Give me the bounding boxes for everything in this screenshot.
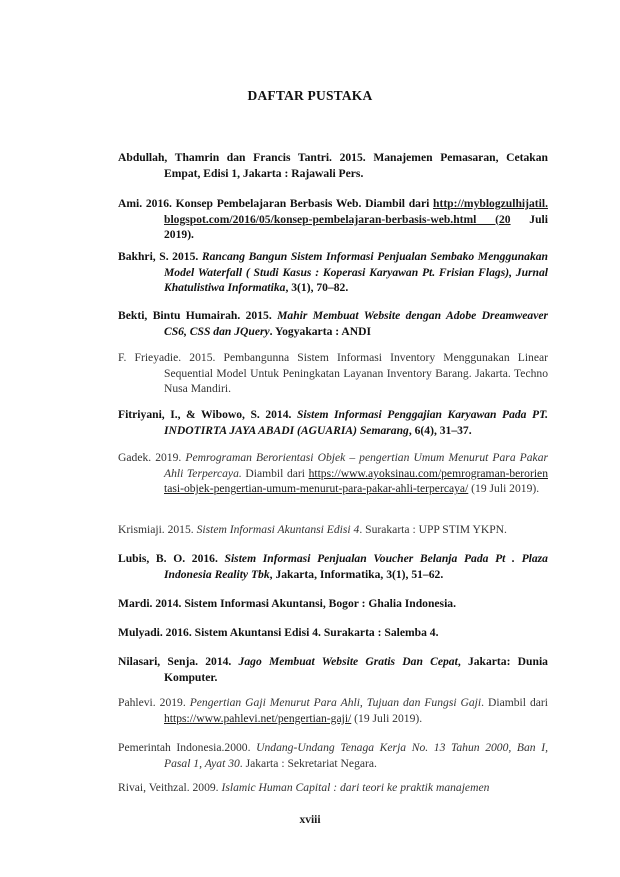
ref-title: Rancang Bangun Sistem Informasi Penjualan Sembako Menggunakan Model Waterfall ( Studi Kasus : Koperasi Karyawan Pt. Frisian Flags), Jurnal Khatulistiwa Informatika bbox=[164, 250, 548, 295]
ref-author-year: Bakhri, S. 2015. bbox=[118, 250, 202, 263]
reference-entry bbox=[118, 249, 548, 296]
reference-entry bbox=[118, 654, 548, 685]
ref-publication: . Jakarta : Sekretariat Negara. bbox=[239, 756, 377, 770]
ref-author-year: Gadek. 2019. bbox=[118, 451, 186, 464]
ref-publication: Diambil dari bbox=[241, 466, 309, 480]
ref-author-year: Fitriyani, I., & Wibowo, S. 2014. bbox=[118, 408, 297, 421]
ref-access-date: Juli 2019). bbox=[164, 212, 548, 242]
reference-entry bbox=[118, 196, 548, 243]
ref-author-year: Abdullah, Thamrin dan Francis Tantri. 2015. bbox=[118, 151, 374, 164]
ref-title: Sistem Informasi Penggajian Karyawan Pada PT. INDOTIRTA JAYA ABADI (AGUARIA) Semarang bbox=[164, 408, 548, 437]
reference-entry bbox=[118, 780, 548, 796]
ref-author-year: Krismiaji. 2015. bbox=[118, 523, 197, 536]
ref-title: Islamic Human Capital : dari teori ke praktik manajemen bbox=[221, 781, 490, 794]
ref-publication: , 6(4), 31–37. bbox=[408, 423, 472, 437]
ref-author-year: Pahlevi. 2019. bbox=[118, 696, 190, 709]
reference-entry bbox=[118, 350, 548, 397]
ref-author-year: Ami. 2016. Konsep Pembelajaran Berbasis Web. Diambil dari bbox=[118, 197, 434, 210]
ref-publication: . Yogyakarta : ANDI bbox=[269, 324, 372, 338]
ref-author-year: Bekti, Bintu Humairah. 2015. bbox=[118, 309, 278, 322]
ref-publication: , 3(1), 70–82. bbox=[285, 281, 349, 295]
ref-title: Pemrograman Berorientasi Objek – pengertian Umum Menurut Para Pakar Ahli Terpercaya. bbox=[164, 451, 549, 480]
ref-author-year: F. Frieyadie. 2015. Pembangunna Sistem Informasi Inventory Menggunakan Linear Sequential Model Untuk Peningkatan Layanan Inventory Barang. Jakarta. Techno Nusa Mandiri. bbox=[118, 351, 548, 396]
ref-author-year: Rivai, Veithzal. 2009. bbox=[118, 781, 222, 794]
ref-link[interactable]: http://myblogzulhijatil.blogspot.com/2016/05/konsep-pembelajaran-berbasis-web.html (20 bbox=[164, 197, 548, 226]
reference-entry bbox=[118, 551, 548, 582]
ref-publication: . Diambil dari bbox=[481, 696, 548, 709]
ref-publication: , Jakarta, Informatika, 3(1), 51–62. bbox=[269, 567, 444, 581]
reference-entry bbox=[118, 695, 548, 726]
ref-publication: , Jakarta: Dunia Komputer. bbox=[164, 655, 548, 684]
reference-entry bbox=[118, 596, 548, 612]
ref-publication: Manajemen Pemasaran, Cetakan Empat, Edisi 1, Jakarta : Rajawali Pers. bbox=[164, 151, 548, 180]
ref-title: Jago Membuat Website Gratis Dan Cepat bbox=[238, 655, 458, 668]
ref-author-year: Nilasari, Senja. 2014. bbox=[118, 655, 239, 668]
ref-author-year: Lubis, B. O. 2016. bbox=[118, 552, 225, 565]
ref-title: Mahir Membuat Website dengan Adobe Dreamweaver CS6, CSS dan JQuery bbox=[164, 309, 548, 338]
ref-title: Undang-Undang Tenaga Kerja No. 13 Tahun 2000, Ban I, Pasal 1, Ayat 30 bbox=[164, 741, 548, 770]
page-number: xviii bbox=[299, 814, 321, 826]
page-title: DAFTAR PUSTAKA bbox=[247, 88, 373, 103]
ref-title: Pengertian Gaji Menurut Para Ahli, Tujuan dan Fungsi Gaji bbox=[189, 696, 482, 709]
reference-entry bbox=[118, 407, 548, 438]
reference-entry bbox=[118, 150, 548, 181]
ref-title: Sistem Informasi Akuntansi Edisi 4 bbox=[196, 523, 360, 536]
ref-link[interactable]: https://www.ayoksinau.com/pemrograman-berorientasi-objek-pengertian-umum-menurut-para-pakar-ahli-terpercaya/ bbox=[164, 466, 548, 496]
ref-access-date: (19 Juli 2019). bbox=[351, 711, 423, 725]
ref-link[interactable]: https://www.pahlevi.net/pengertian-gaji/ bbox=[164, 711, 352, 725]
ref-author-year: Mulyadi. 2016. Sistem Akuntansi Edisi 4. Surakarta : Salemba 4. bbox=[118, 626, 439, 639]
ref-author-year: Pemerintah Indonesia.2000. bbox=[118, 741, 257, 754]
ref-title: Sistem Informasi Penjualan Voucher Belanja Pada Pt . Plaza Indonesia Reality Tbk bbox=[164, 552, 548, 581]
reference-entry bbox=[118, 625, 548, 641]
reference-entry bbox=[118, 522, 548, 538]
ref-author-year: Mardi. 2014. Sistem Informasi Akuntansi, Bogor : Ghalia Indonesia. bbox=[118, 597, 456, 610]
reference-entry bbox=[118, 308, 548, 339]
reference-entry bbox=[118, 450, 548, 497]
ref-publication: . Surakarta : UPP STIM YKPN. bbox=[359, 523, 507, 536]
ref-access-date: (19 Juli 2019). bbox=[468, 482, 540, 496]
reference-entry bbox=[118, 740, 548, 771]
